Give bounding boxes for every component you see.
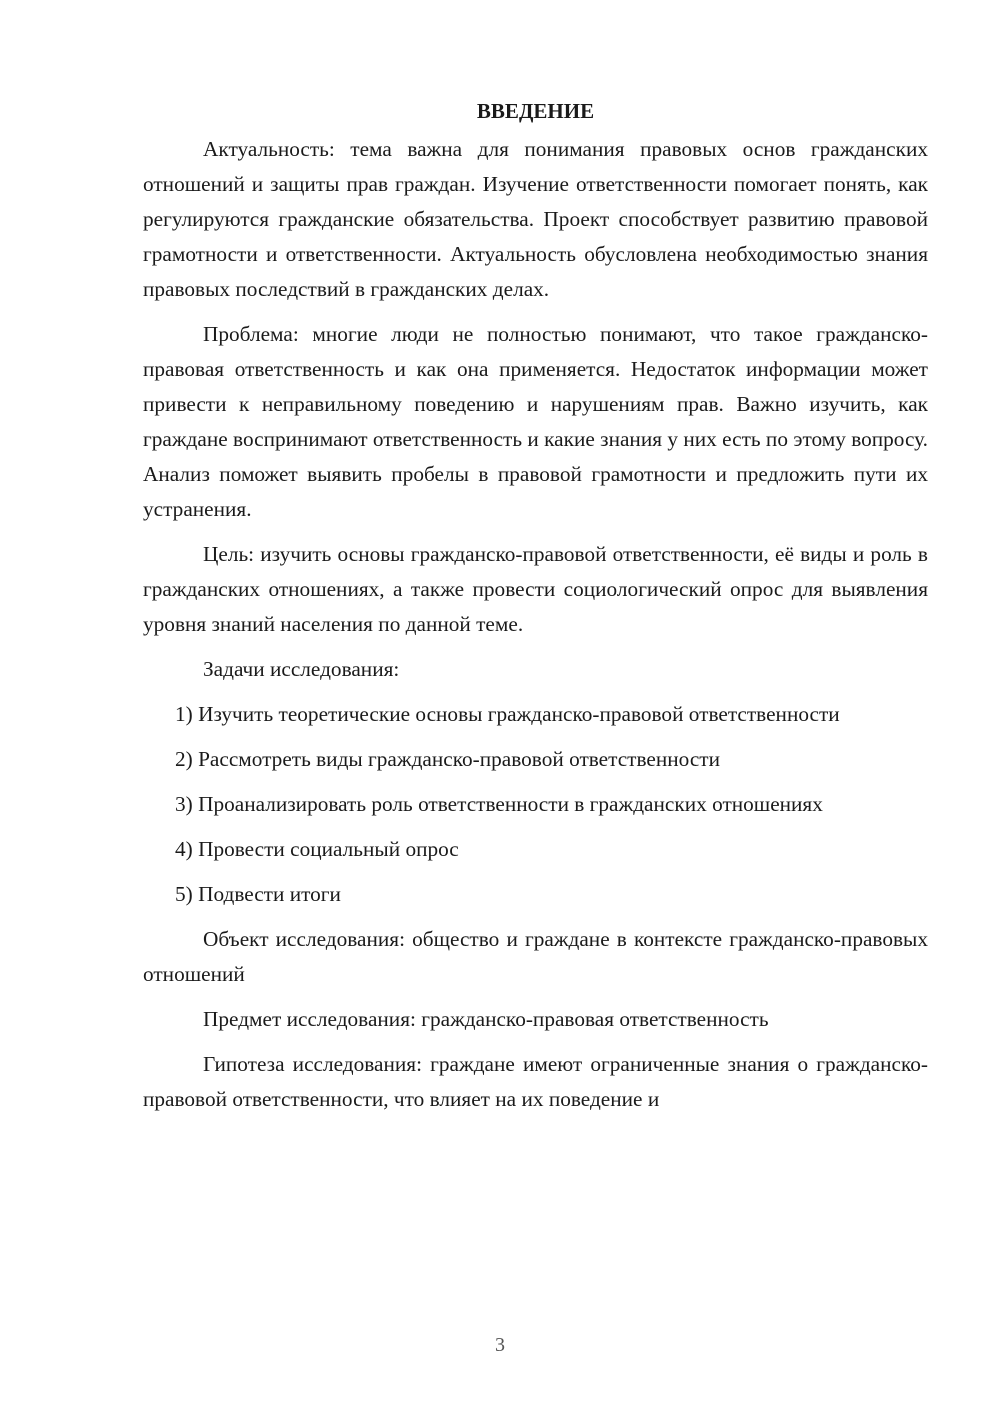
page-number: 3 (495, 1334, 505, 1356)
page-content (143, 96, 928, 1117)
paragraph-goal: Цель: изучить основы гражданско-правовой ответственности, её виды и роль в гражданских отношениях, а также провести социологический опрос для выявления уровня знаний населения по данной теме. (143, 542, 928, 636)
task-item-5: 5) Подвести итоги (175, 882, 341, 906)
paragraph-hypothesis: Гипотеза исследования: граждане имеют ограниченные знания о гражданско-правовой ответственности, что влияет на их поведение и (143, 1052, 928, 1111)
paragraph-relevance: Актуальность: тема важна для понимания правовых основ гражданских отношений и защиты прав граждан. Изучение ответственности помогает понять, как регулируются гражданские обязательства. Проект способствует развитию правовой грамотности и ответственности. Актуальность обусловлена необходимостью знания правовых последствий в гражданских делах. (143, 137, 928, 301)
paragraph-object: Объект исследования: общество и граждане в контексте гражданско-правовых отношений (143, 927, 928, 986)
paragraph-problem: Проблема: многие люди не полностью понимают, что такое гражданско-правовая ответственность и как она применяется. Недостаток информации может привести к неправильному поведению и нарушениям прав. Важно изучить, как граждане воспринимают ответственность и какие знания у них есть по этому вопросу. Анализ поможет выявить пробелы в правовой грамотности и предложить пути их устранения. (143, 322, 928, 521)
paragraph-subject: Предмет исследования: гражданско-правовая ответственность (203, 1007, 769, 1031)
paragraph-tasks-intro: Задачи исследования: (203, 657, 400, 681)
task-item-1: 1) Изучить теоретические основы гражданско-правовой ответственности (175, 702, 840, 726)
task-item-3: 3) Проанализировать роль ответственности в гражданских отношениях (175, 792, 823, 816)
section-heading: ВВЕДЕНИЕ (476, 99, 595, 123)
task-item-4: 4) Провести социальный опрос (175, 837, 459, 861)
task-item-2: 2) Рассмотреть виды гражданско-правовой ответственности (175, 747, 720, 771)
